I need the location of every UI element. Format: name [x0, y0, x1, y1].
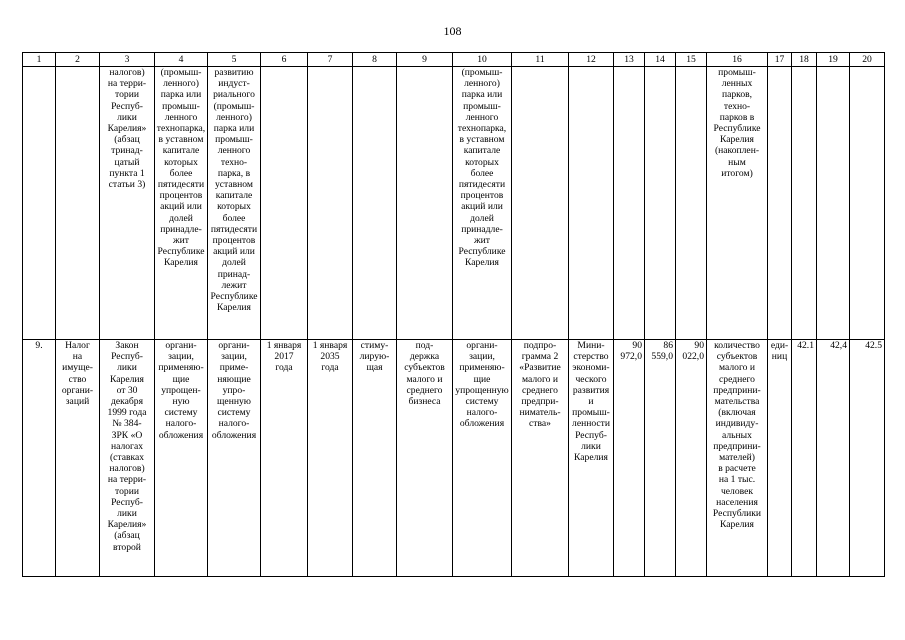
column-number: 1 — [23, 53, 56, 67]
indicator-name: количество субъектов малого и среднего предприни- мательства (включая индивиду- альных предприни- мателей) в расчете на 1 тыс. человек населения Республики Карелия — [707, 340, 768, 577]
column-number: 18 — [792, 53, 817, 67]
column-number-row — [23, 53, 885, 67]
table-cell — [397, 67, 453, 340]
benefit-goal: под- держка субъектов малого и среднего бизнеса — [397, 340, 453, 577]
benefit-type: стиму- лирую- щая — [353, 340, 397, 577]
table-row-continuation — [23, 67, 885, 340]
table-cell — [850, 67, 885, 340]
indicators-table — [22, 52, 885, 577]
column-number: 8 — [353, 53, 397, 67]
table-cell — [308, 67, 353, 340]
column-number: 4 — [155, 53, 208, 67]
column-number: 7 — [308, 53, 353, 67]
indicator-unit: еди- ниц — [768, 340, 792, 577]
table-cell: промыш- ленных парков, техно- парков в Республике Карелия (накоплен- ным итогом) — [707, 67, 768, 340]
table-cell: налогов) на терри- тории Респуб- лики Карелия» (абзац тринад- цатый пункта 1 статьи 3) — [100, 67, 155, 340]
table-cell — [261, 67, 308, 340]
indicator-value-20: 42.5 — [850, 340, 885, 577]
value-col-14: 86 559,0 — [645, 340, 676, 577]
table-cell — [817, 67, 850, 340]
column-number: 16 — [707, 53, 768, 67]
column-number: 3 — [100, 53, 155, 67]
table-cell — [645, 67, 676, 340]
column-number: 9 — [397, 53, 453, 67]
column-number: 10 — [453, 53, 512, 67]
start-date: 1 января 2017 года — [261, 340, 308, 577]
column-number: 12 — [569, 53, 614, 67]
table-cell — [512, 67, 569, 340]
column-number: 13 — [614, 53, 645, 67]
end-date: 1 января 2035 года — [308, 340, 353, 577]
column-number: 20 — [850, 53, 885, 67]
column-number: 17 — [768, 53, 792, 67]
column-number: 19 — [817, 53, 850, 67]
indicator-value-19: 42,4 — [817, 340, 850, 577]
table-cell — [676, 67, 707, 340]
column-number: 14 — [645, 53, 676, 67]
value-col-15: 90 022,0 — [676, 340, 707, 577]
column-number: 2 — [56, 53, 100, 67]
table-cell — [792, 67, 817, 340]
table-cell — [353, 67, 397, 340]
curator: Мини- стерство экономи- ческого развития и промыш- ленности Респуб- лики Карелия — [569, 340, 614, 577]
column-number: 15 — [676, 53, 707, 67]
table-cell — [614, 67, 645, 340]
program: подпро- грамма 2 «Развитие малого и среднего предпри- ниматель- ства» — [512, 340, 569, 577]
table-cell: (промыш- ленного) парка или промыш- ленного технопарка, в уставном капитале которых более пятидесяти процентов акций или долей принадле- жит Республике Карелия — [453, 67, 512, 340]
value-col-13: 90 972,0 — [614, 340, 645, 577]
beneficiaries: органи- зации, применяю- щие упрощенную систему налого- обложения — [453, 340, 512, 577]
tax-name: Налог на имуще- ство органи- заций — [56, 340, 100, 577]
table-cell — [768, 67, 792, 340]
legal-basis: Закон Респуб- лики Карелия от 30 декабря 1999 года № 384- ЗРК «О налогах (ставках налогов) на терри- тории Респуб- лики Карелия» (абзац второй — [100, 340, 155, 577]
indicator-value-18: 42.1 — [792, 340, 817, 577]
table-cell — [569, 67, 614, 340]
row-number: 9. — [23, 340, 56, 577]
table-cell — [56, 67, 100, 340]
page-number: 108 — [443, 24, 462, 38]
column-number: 11 — [512, 53, 569, 67]
table-row-9 — [23, 340, 885, 577]
taxpayer-category: органи- зации, применяю- щие упрощен- ную систему налого- обложения — [155, 340, 208, 577]
table-cell: (промыш- ленного) парка или промыш- ленного технопарка, в уставном капитале которых более пятидесяти процентов акций или долей принадле- жит Республике Карелия — [155, 67, 208, 340]
column-number: 5 — [208, 53, 261, 67]
column-number: 6 — [261, 53, 308, 67]
table-cell: развитию индуст- риального (промыш- ленного) парка или промыш- ленного техно- парка, в уставном капитале которых более пятидесяти процентов акций или долей принад- лежит Республике Карелия — [208, 67, 261, 340]
table-cell — [23, 67, 56, 340]
benefit-conditions: органи- зации, приме- няющие упро- щенную систему налого- обложения — [208, 340, 261, 577]
